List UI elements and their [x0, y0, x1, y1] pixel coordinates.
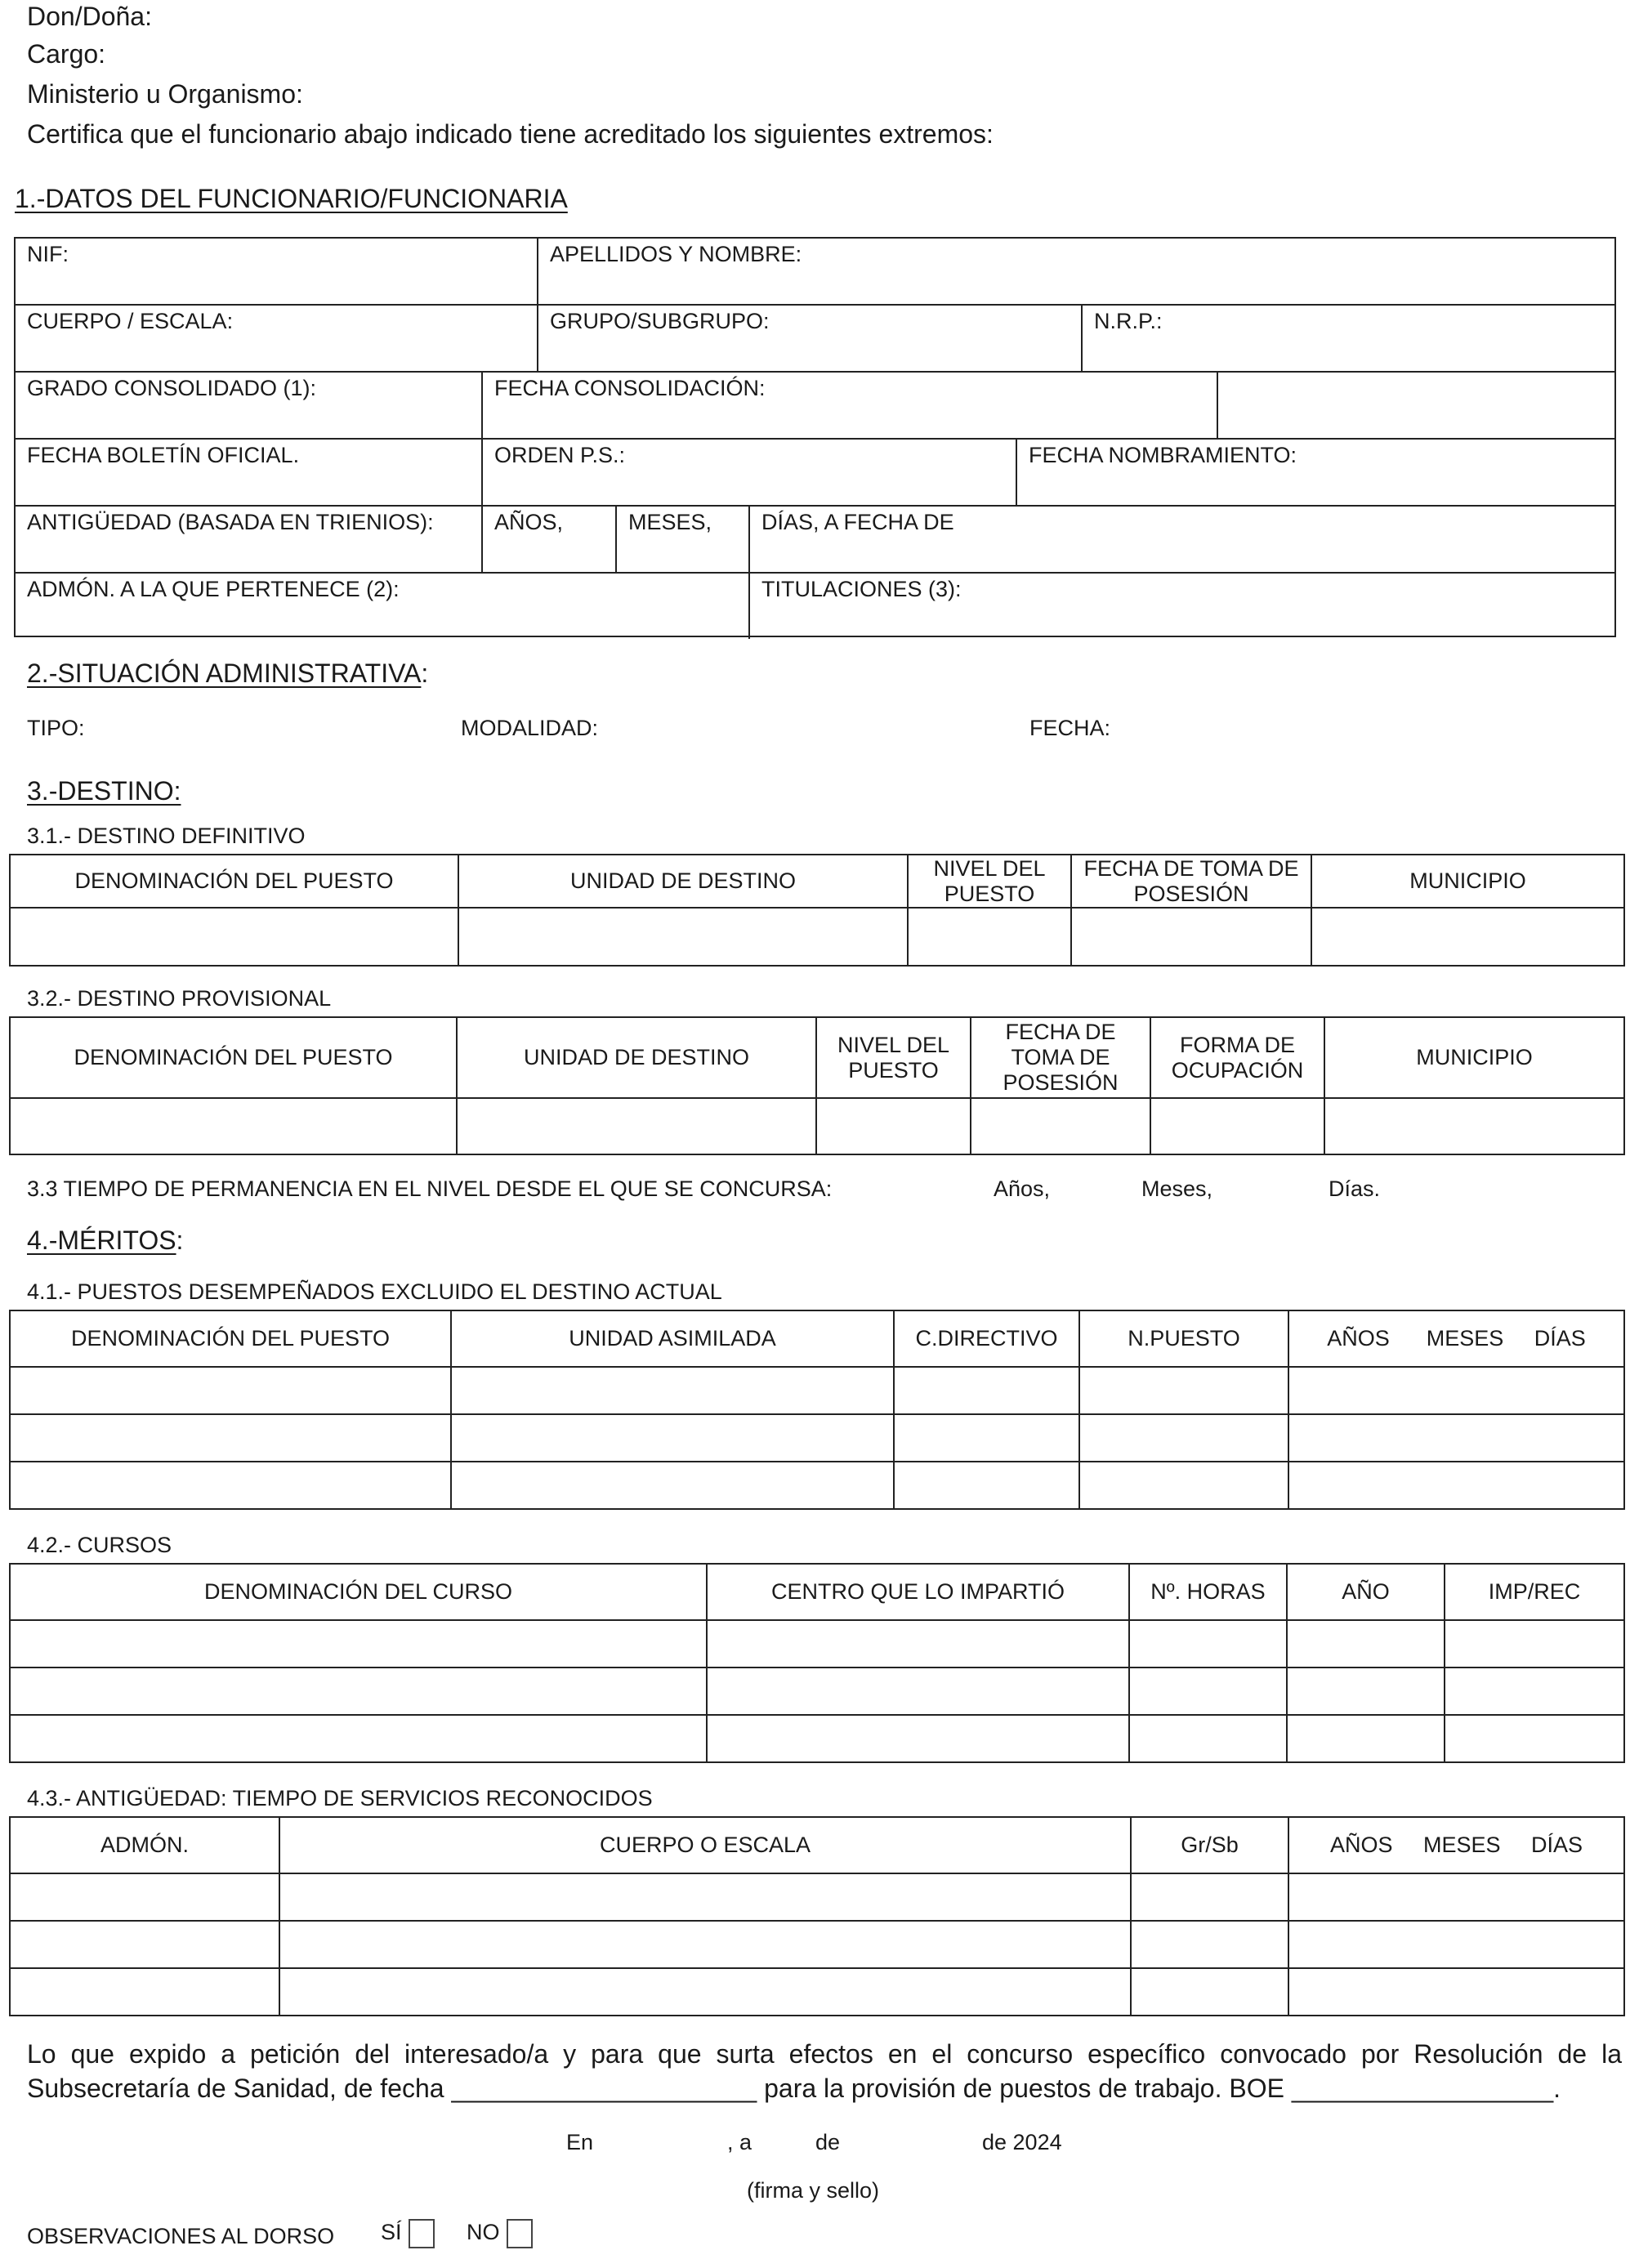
- header-cell: DENOMINACIÓN DEL PUESTO: [10, 1017, 457, 1098]
- firma-label: (firma y sello): [747, 2178, 880, 2203]
- modalidad-label: MODALIDAD:: [461, 716, 599, 740]
- header-cell: AÑOS MESES DÍAS: [1288, 1817, 1624, 1873]
- header-cell: FECHA DE TOMA DE POSESIÓN: [971, 1017, 1150, 1098]
- de-label: de: [815, 2130, 841, 2154]
- table-row: [10, 1098, 1624, 1154]
- header-cell: CENTRO QUE LO IMPARTIÓ: [707, 1564, 1129, 1620]
- header-cell: IMP/REC: [1445, 1564, 1624, 1620]
- antiguedad-label: ANTIGÜEDAD (BASADA EN TRIENIOS):: [27, 510, 434, 534]
- titulaciones-label: TITULACIONES (3):: [761, 577, 962, 601]
- si-label: SÍ: [381, 2220, 402, 2245]
- header-cell: Nº. HORAS: [1129, 1564, 1287, 1620]
- destino-provisional-title: 3.2.- DESTINO PROVISIONAL: [27, 986, 332, 1011]
- section1-grid: [14, 237, 1616, 637]
- header-cell: AÑO: [1287, 1564, 1445, 1620]
- permanencia-anos: Años,: [994, 1176, 1051, 1201]
- header-cell: NIVEL DEL PUESTO: [908, 855, 1071, 908]
- section4-title-text: 4.-MÉRITOS: [27, 1226, 176, 1255]
- no-label: NO: [467, 2220, 500, 2245]
- destino-definitivo-title: 3.1.- DESTINO DEFINITIVO: [27, 824, 306, 848]
- header-cell: DENOMINACIÓN DEL PUESTO: [10, 855, 458, 908]
- header-cell: UNIDAD DE DESTINO: [457, 1017, 816, 1098]
- si-option[interactable]: [381, 2219, 435, 2248]
- ministerio-label: Ministerio u Organismo:: [27, 79, 303, 109]
- anos-label: AÑOS,: [494, 510, 564, 534]
- header-cell: AÑOS MESES DÍAS: [1288, 1310, 1624, 1367]
- cargo-label: Cargo:: [27, 39, 106, 69]
- table-row: [10, 1367, 1624, 1414]
- fecha-nombramiento-label: FECHA NOMBRAMIENTO:: [1029, 443, 1297, 467]
- observaciones-label: OBSERVACIONES AL DORSO: [27, 2224, 335, 2248]
- header-cell: UNIDAD ASIMILADA: [451, 1310, 894, 1367]
- section1-title: [15, 184, 568, 213]
- puestos-title: 4.1.- PUESTOS DESEMPEÑADOS EXCLUIDO EL DESTINO ACTUAL: [27, 1279, 722, 1304]
- cursos-title: 4.2.- CURSOS: [27, 1533, 172, 1557]
- antiguedad-table: [9, 1816, 1625, 2016]
- header-cell: FECHA DE TOMA DE POSESIÓN: [1071, 855, 1311, 908]
- header-cell: UNIDAD DE DESTINO: [458, 855, 908, 908]
- no-checkbox[interactable]: [507, 2219, 533, 2248]
- section2-colon: :: [421, 659, 429, 688]
- section2-title: [27, 659, 428, 688]
- table-row: [10, 1968, 1624, 2016]
- table-row: [10, 1620, 1624, 1668]
- section2-title-text: 2.-SITUACIÓN ADMINISTRATIVA: [27, 659, 422, 688]
- header-cell: ADMÓN.: [10, 1817, 279, 1873]
- header-cell: NIVEL DEL PUESTO: [816, 1017, 971, 1098]
- dias-fecha-label: DÍAS, A FECHA DE: [761, 510, 954, 534]
- table-row: [10, 1462, 1624, 1509]
- fecha-consolidacion-label: FECHA CONSOLIDACIÓN:: [494, 376, 766, 400]
- antiguedad-title: 4.3.- ANTIGÜEDAD: TIEMPO DE SERVICIOS RECONOCIDOS: [27, 1786, 653, 1810]
- no-option[interactable]: [467, 2219, 533, 2248]
- header-cell: Gr/Sb: [1131, 1817, 1288, 1873]
- header-cell: MUNICIPIO: [1324, 1017, 1624, 1098]
- table-row: [10, 908, 1624, 966]
- table-row: [10, 1921, 1624, 1968]
- header-cell: DENOMINACIÓN DEL PUESTO: [10, 1310, 451, 1367]
- grupo-label: GRUPO/SUBGRUPO:: [550, 309, 770, 333]
- nif-label: NIF:: [27, 242, 69, 266]
- a-label: , a: [727, 2130, 752, 2154]
- section4-colon: :: [176, 1226, 184, 1255]
- table-row: [10, 1873, 1624, 1921]
- section4-title: [27, 1226, 183, 1255]
- section1-title-text: 1.-DATOS DEL FUNCIONARIO/FUNCIONARIA: [15, 184, 568, 213]
- destino-provisional-table: [9, 1016, 1625, 1155]
- cursos-table: [9, 1563, 1625, 1763]
- table-row: [10, 1715, 1624, 1762]
- cuerpo-label: CUERPO / ESCALA:: [27, 309, 234, 333]
- closing-paragraph: Lo que expido a petición del interesado/a y para que surta efectos en el concurso específico convocado por Resolución de la Subsecretaría de Sanidad, de fecha _____________________ para la provisión de puestos de trabajo. BOE __________________.: [27, 2039, 1622, 2103]
- grado-label: GRADO CONSOLIDADO (1):: [27, 376, 317, 400]
- en-label: En: [566, 2130, 594, 2154]
- header-cell: FORMA DE OCUPACIÓN: [1150, 1017, 1324, 1098]
- permanencia-meses: Meses,: [1141, 1176, 1213, 1201]
- header-cell: MUNICIPIO: [1311, 855, 1624, 908]
- header-cell: N.PUESTO: [1079, 1310, 1288, 1367]
- certifica-text: Certifica que el funcionario abajo indicado tiene acreditado los siguientes extremos:: [27, 119, 994, 149]
- section3-title-text: 3.-DESTINO:: [27, 776, 181, 806]
- section3-title: [27, 776, 181, 806]
- nrp-label: N.R.P.:: [1094, 309, 1163, 333]
- admon-label: ADMÓN. A LA QUE PERTENECE (2):: [27, 577, 400, 601]
- header-cell: C.DIRECTIVO: [894, 1310, 1079, 1367]
- meses-label: MESES,: [628, 510, 712, 534]
- puestos-table: [9, 1310, 1625, 1510]
- header-cell: CUERPO O ESCALA: [279, 1817, 1131, 1873]
- fecha-boletin-label: FECHA BOLETÍN OFICIAL.: [27, 443, 300, 467]
- table-row: [10, 1414, 1624, 1462]
- table-row: [10, 1668, 1624, 1715]
- header-cell: DENOMINACIÓN DEL CURSO: [10, 1564, 707, 1620]
- tipo-label: TIPO:: [27, 716, 85, 740]
- don-label: Don/Doña:: [27, 2, 152, 31]
- orden-label: ORDEN P.S.:: [494, 443, 626, 467]
- permanencia-label: 3.3 TIEMPO DE PERMANENCIA EN EL NIVEL DESDE EL QUE SE CONCURSA:: [27, 1176, 833, 1201]
- permanencia-dias: Días.: [1329, 1176, 1381, 1201]
- destino-definitivo-table: [9, 854, 1625, 967]
- fecha-label: FECHA:: [1029, 716, 1111, 740]
- apellidos-label: APELLIDOS Y NOMBRE:: [550, 242, 802, 266]
- de-year-label: de 2024: [982, 2130, 1062, 2154]
- si-checkbox[interactable]: [409, 2219, 435, 2248]
